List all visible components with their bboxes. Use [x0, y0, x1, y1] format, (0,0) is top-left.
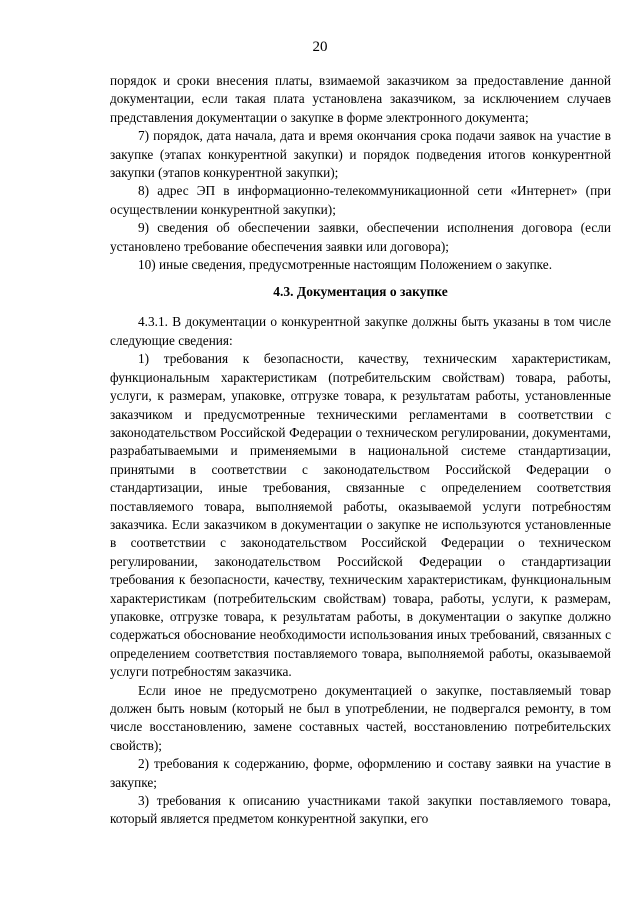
page-number: 20: [312, 39, 328, 55]
paragraph-4-3-1: 4.3.1. В документации о конкурентной закупке должны быть указаны в том числе следующие сведения:: [110, 314, 611, 348]
paragraph-item-7: 7) порядок, дата начала, дата и время окончания срока подачи заявок на участие в закупке (этапах конкурентной закупки) и порядок подведения итогов конкурентной закупки (этапов конкурентной закупки);: [110, 128, 611, 181]
section-title: 4.3. Документация о закупке: [273, 284, 448, 300]
paragraph-item-9: 9) сведения об обеспечении заявки, обеспечении исполнения договора (если установлено требование обеспечения заявки или договора);: [110, 220, 611, 254]
paragraph-requirements-1: 1) требования к безопасности, качеству, техническим характеристикам, функциональным характеристикам (потребительским свойствам) товара, работы, услуги, к размерам, упаковке, отгрузке товара, к результатам работы, установленные заказчиком и предусмотренные техническими регламентами в соответствии с законодательством Российской Федерации о техническом регулировании, документами, разрабатываемыми и применяемыми в национальной системе стандартизации, принятыми в соответствии с законодательством Российской Федерации о стандартизации, иные требования, связанные с определением соответствия поставляемого товара, выполняемой работы, оказываемой услуги потребностям заказчика. Если заказчиком в документации о закупке не используются установленные в соответствии с законодательством Российской Федерации о техническом регулировании, законодательством Российской Федерации о стандартизации требования к безопасности, качеству, техническим характеристикам, функциональным характеристикам (потребительским свойствам) товара, работы, услуги, к размерам, упаковке, отгрузке товара, к результатам работы, в документации о закупке должно содержаться обоснование необходимости использования иных требований, связанных с определением соответствия поставляемого товара, выполняемой работы, оказываемой услуги потребностям заказчика.: [110, 351, 611, 680]
paragraph-requirements-2: 2) требования к содержанию, форме, оформлению и составу заявки на участие в закупке;: [110, 756, 611, 790]
paragraph-new-goods: Если иное не предусмотрено документацией о закупке, поставляемый товар должен быть новым (который не был в употреблении, не подвергался ремонту, в том числе восстановлению, замене составных частей, восстановлению потребительских свойств);: [110, 682, 611, 753]
paragraph-item-8: 8) адрес ЭП в информационно-телекоммуникационной сети «Интернет» (при осуществлении конкурентной закупки);: [110, 183, 611, 217]
document-body: [110, 72, 611, 829]
paragraph-payment-terms: порядок и сроки внесения платы, взимаемой заказчиком за предоставление данной документации, если такая плата установлена заказчиком, за исключением случаев представления документации о закупке в форме электронного документа;: [110, 73, 611, 125]
paragraph-item-10: 10) иные сведения, предусмотренные настоящим Положением о закупке.: [138, 257, 553, 273]
paragraph-requirements-3: 3) требования к описанию участниками такой закупки поставляемого товара, который является предметом конкурентной закупки, его: [110, 793, 611, 827]
